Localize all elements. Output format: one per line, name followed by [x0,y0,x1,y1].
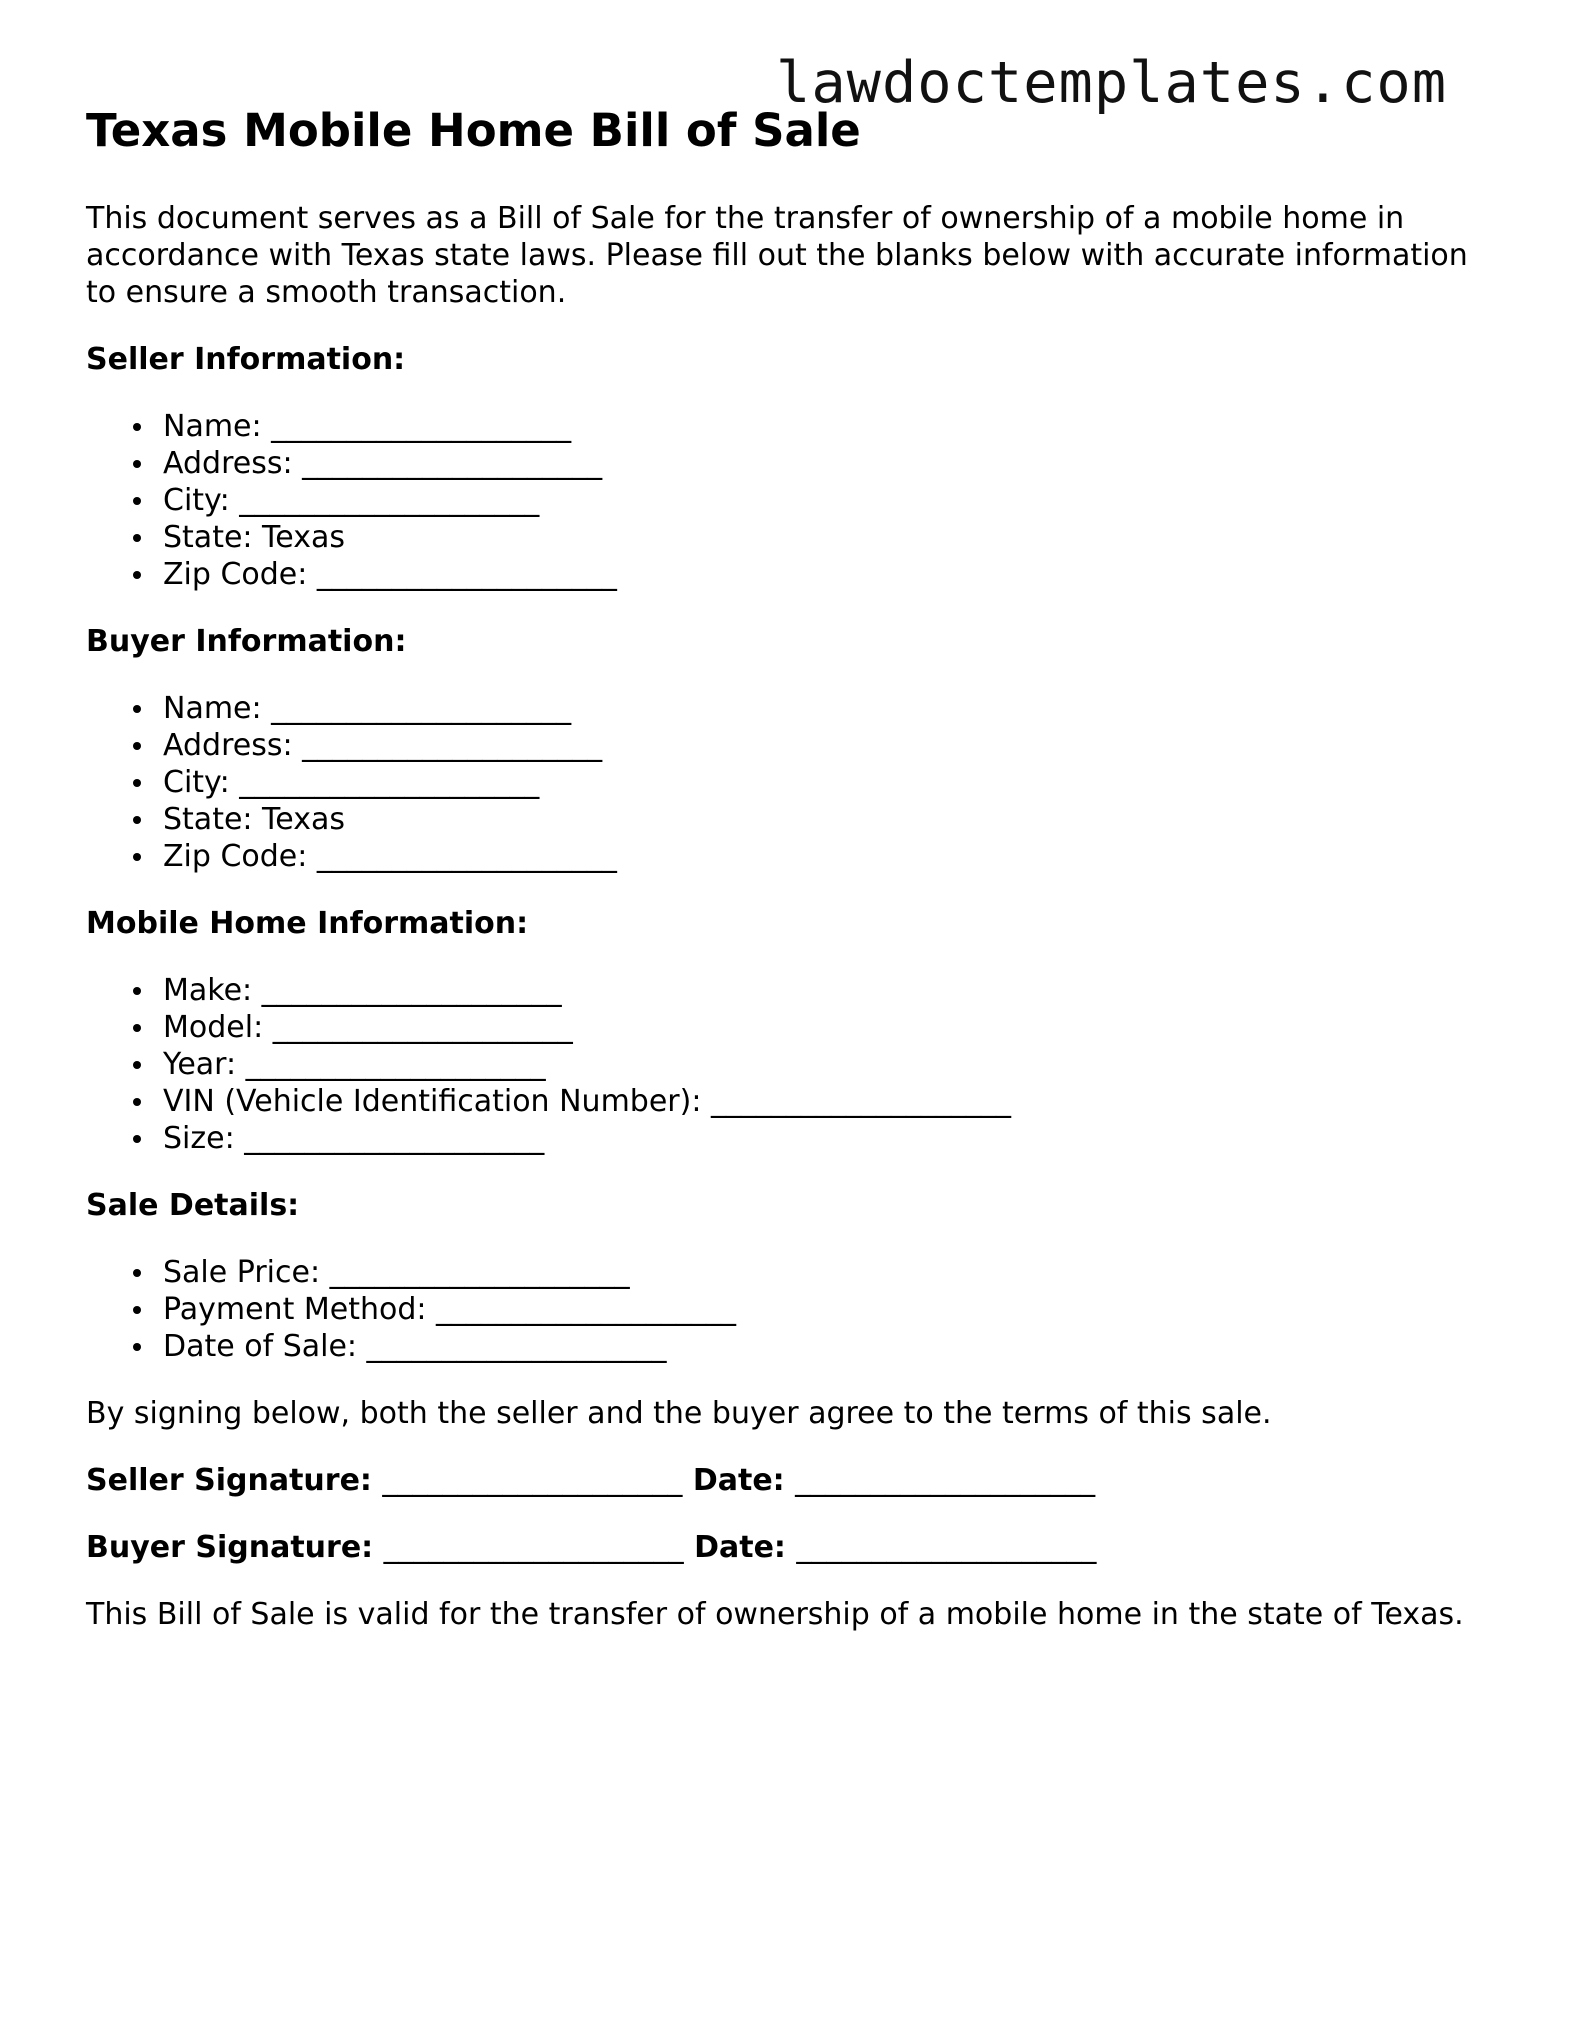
buyer-date-label: Date: [694,1530,786,1565]
seller-signature-line [86,1462,1486,1499]
vin-field[interactable]: VIN (Vehicle Identification Number): ____________________ [163,1083,1486,1120]
buyer-state-field: State: Texas [163,801,1486,838]
seller-heading: Seller Information: [86,342,406,377]
seller-list [86,408,1486,593]
seller-signature-blank[interactable]: ____________________ [382,1463,683,1498]
mobile-home-heading: Mobile Home Information: [86,906,529,941]
sale-price-field[interactable]: Sale Price: ____________________ [163,1254,1486,1291]
buyer-date-blank[interactable]: ____________________ [796,1530,1097,1565]
buyer-address-field[interactable]: Address: ____________________ [163,727,1486,764]
seller-name-field[interactable]: Name: ____________________ [163,408,1486,445]
sale-details-heading: Sale Details: [86,1188,300,1223]
seller-zip-field[interactable]: Zip Code: ____________________ [163,556,1486,593]
intro-paragraph: This document serves as a Bill of Sale for the transfer of ownership of a mobile home in accordance with Texas state laws. Please fill out the blanks below with accurate information to ensure a smooth transaction. [86,201,1468,310]
seller-date-label: Date: [692,1463,785,1498]
buyer-city-field[interactable]: City: ____________________ [163,764,1486,801]
buyer-signature-blank[interactable]: ____________________ [383,1530,684,1565]
agreement-text: By signing below, both the seller and the buyer agree to the terms of this sale. [86,1396,1272,1431]
buyer-zip-field[interactable]: Zip Code: ____________________ [163,838,1486,875]
watermark: lawdoctemplates.com [776,50,1448,116]
seller-date-blank[interactable]: ____________________ [795,1463,1096,1498]
document-page [86,104,1486,1633]
page-title: Texas Mobile Home Bill of Sale [86,104,861,157]
seller-signature-label: Seller Signature: [86,1463,372,1498]
buyer-signature-line [86,1529,1486,1566]
closing-text: This Bill of Sale is valid for the transfer of ownership of a mobile home in the state of Texas. [86,1597,1464,1632]
payment-method-field[interactable]: Payment Method: ____________________ [163,1291,1486,1328]
mobile-home-list [86,972,1486,1157]
size-field[interactable]: Size: ____________________ [163,1120,1486,1157]
date-of-sale-field[interactable]: Date of Sale: ____________________ [163,1328,1486,1365]
seller-city-field[interactable]: City: ____________________ [163,482,1486,519]
seller-address-field[interactable]: Address: ____________________ [163,445,1486,482]
seller-state-field: State: Texas [163,519,1486,556]
make-field[interactable]: Make: ____________________ [163,972,1486,1009]
model-field[interactable]: Model: ____________________ [163,1009,1486,1046]
buyer-list [86,690,1486,875]
buyer-name-field[interactable]: Name: ____________________ [163,690,1486,727]
year-field[interactable]: Year: ____________________ [163,1046,1486,1083]
buyer-heading: Buyer Information: [86,624,407,659]
buyer-signature-label: Buyer Signature: [86,1530,374,1565]
sale-details-list [86,1254,1486,1365]
